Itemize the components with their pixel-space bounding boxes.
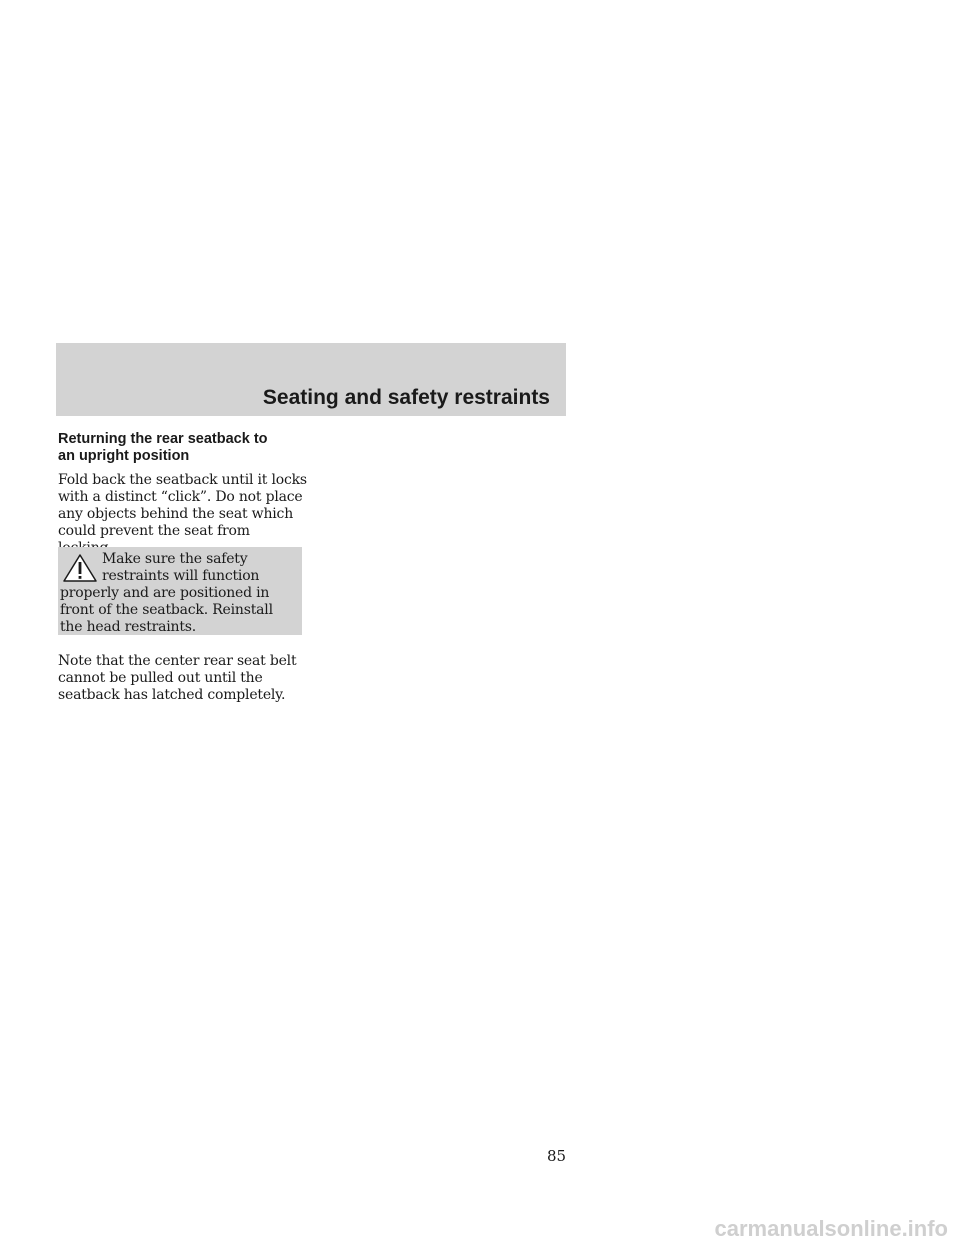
section-content (58, 431, 308, 557)
page-number: 85 (547, 1147, 567, 1165)
warning-text: Make sure the safety restraints will function properly and are positioned in front of the seatback. Reinstall the head restraints. (60, 551, 273, 635)
section-title: Seating and safety restraints (262, 386, 550, 409)
heading-line-1: Returning the rear seatback to (58, 431, 268, 447)
section-header-band (56, 343, 566, 416)
watermark: carmanualsonline.info (714, 1216, 948, 1241)
warning-triangle-icon (60, 551, 100, 585)
warning-text-container (60, 551, 298, 636)
note-section (58, 653, 308, 704)
warning-box (58, 547, 302, 635)
heading-line-2: an upright position (58, 448, 190, 464)
warning-icon-slot (60, 551, 102, 583)
note-paragraph: Note that the center rear seat belt cannot be pulled out until the seatback has latched completely. (58, 653, 297, 703)
section-heading (58, 431, 308, 465)
instruction-paragraph: Fold back the seatback until it locks with a distinct “click”. Do not place any objects behind the seat which could prevent the seat from (58, 472, 307, 539)
